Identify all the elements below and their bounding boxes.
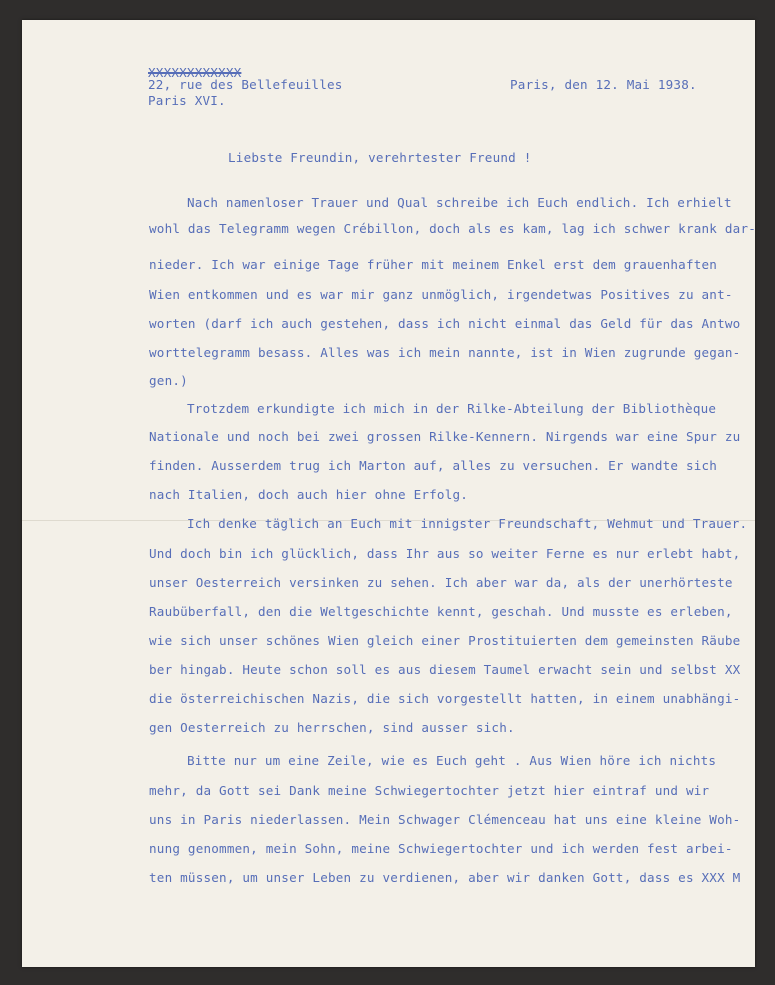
body-line: Bitte nur um eine Zeile, wie es Euch geht . Aus Wien höre ich nichts — [187, 753, 717, 768]
sender-address-line-1: 22, rue des Bellefeuilles — [148, 77, 343, 92]
body-line: uns in Paris niederlassen. Mein Schwager Clémenceau hat uns eine kleine Woh- — [149, 812, 741, 827]
salutation: Liebste Freundin, verehrtester Freund ! — [228, 150, 532, 165]
sender-address-line-2: Paris XVI. — [148, 93, 226, 108]
body-line: finden. Ausserdem trug ich Marton auf, alles zu versuchen. Er wandte sich — [149, 458, 718, 473]
body-line: mehr, da Gott sei Dank meine Schwiegertochter jetzt hier eintraf und wir — [149, 783, 710, 798]
body-line: nach Italien, doch auch hier ohne Erfolg. — [149, 487, 469, 502]
body-line: unser Oesterreich versinken zu sehen. Ich aber war da, als der unerhörteste — [149, 575, 733, 590]
body-line: Ich denke täglich an Euch mit innigster Freundschaft, Wehmut und Trauer. — [187, 516, 748, 531]
body-line: wie sich unser schönes Wien gleich einer Prostituierten dem gemeinsten Räube — [149, 633, 741, 648]
body-line: nung genommen, mein Sohn, meine Schwiegertochter und ich werden fest arbei- — [149, 841, 733, 856]
body-line: worttelegramm besass. Alles was ich mein nannte, ist in Wien zugrunde gegan- — [149, 345, 741, 360]
body-line: Und doch bin ich glücklich, dass Ihr aus so weiter Ferne es nur erlebt habt, — [149, 546, 741, 561]
body-line: Raubüberfall, den die Weltgeschichte kennt, geschah. Und musste es erleben, — [149, 604, 733, 619]
body-line: ber hingab. Heute schon soll es aus diesem Taumel erwacht sein und selbst XX — [149, 662, 741, 677]
body-line: gen.) — [149, 373, 188, 388]
body-line: Nationale und noch bei zwei grossen Rilke-Kennern. Nirgends war eine Spur zu — [149, 429, 741, 444]
struck-out-sender-line: XXXXXXXXXXXX — [148, 65, 242, 80]
body-line: Trotzdem erkundigte ich mich in der Rilke-Abteilung der Bibliothèque — [187, 401, 717, 416]
body-line: nieder. Ich war einige Tage früher mit meinem Enkel erst dem grauenhaften — [149, 257, 718, 272]
body-line: Wien entkommen und es war mir ganz unmöglich, irgendetwas Positives zu ant- — [149, 287, 733, 302]
body-line: wohl das Telegramm wegen Crébillon, doch als es kam, lag ich schwer krank dar- — [149, 221, 757, 236]
body-line: die österreichischen Nazis, die sich vorgestellt hatten, in einem unabhängi- — [149, 691, 741, 706]
place-and-date: Paris, den 12. Mai 1938. — [510, 77, 697, 92]
letter-sheet — [22, 20, 755, 967]
body-line: worten (darf ich auch gestehen, dass ich nicht einmal das Geld für das Antwo — [149, 316, 741, 331]
body-line: ten müssen, um unser Leben zu verdienen, aber wir danken Gott, dass es XXX M — [149, 870, 741, 885]
body-line: gen Oesterreich zu herrschen, sind ausser sich. — [149, 720, 515, 735]
body-line: Nach namenloser Trauer und Qual schreibe ich Euch endlich. Ich erhielt — [187, 195, 732, 210]
